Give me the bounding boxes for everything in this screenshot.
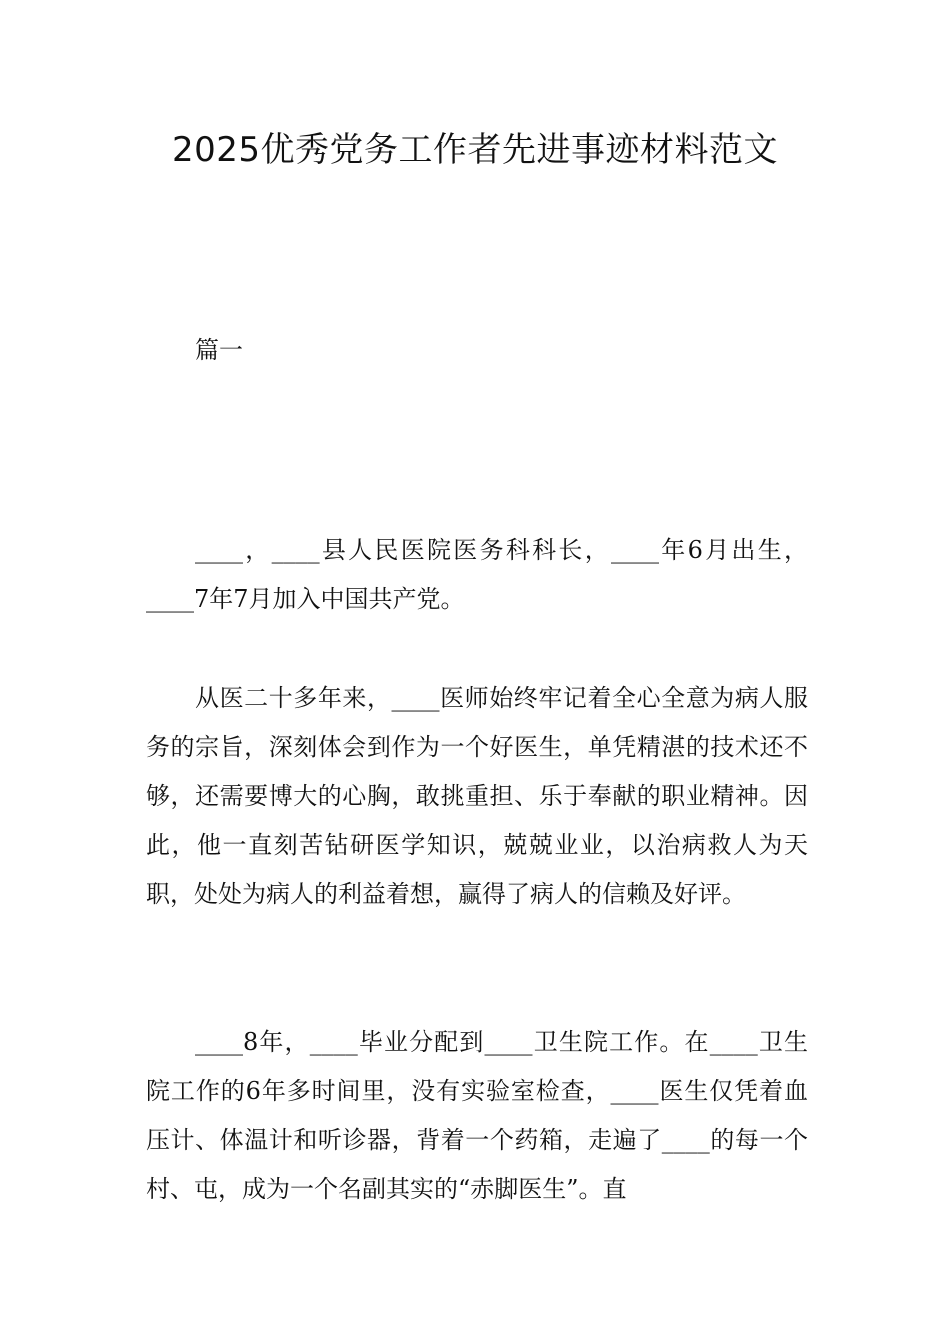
section-label: 篇一: [195, 336, 243, 364]
paragraph-1: ____，____县人民医院医务科科长，____年6月出生，____7年7月加入中国共产党。: [146, 536, 808, 613]
paragraph-2: 从医二十多年来，____医师始终牢记着全心全意为病人服务的宗旨，深刻体会到作为一个好医生，单凭精湛的技术还不够，还需要博大的心胸，敢挑重担、乐于奉献的职业精神。因此，他一直刻苦钻研医学知识，兢兢业业，以治病救人为天职，处处为病人的利益着想，赢得了病人的信赖及好评。: [146, 684, 808, 908]
paragraph-3: ____8年，____毕业分配到____卫生院工作。在____卫生院工作的6年多时间里，没有实验室检查，____医生仅凭着血压计、体温计和听诊器，背着一个药箱，走遍了____的每一个村、屯，成为一个名副其实的“赤脚医生”。直: [146, 1028, 808, 1203]
document-title: 2025优秀党务工作者先进事迹材料范文: [171, 130, 779, 170]
